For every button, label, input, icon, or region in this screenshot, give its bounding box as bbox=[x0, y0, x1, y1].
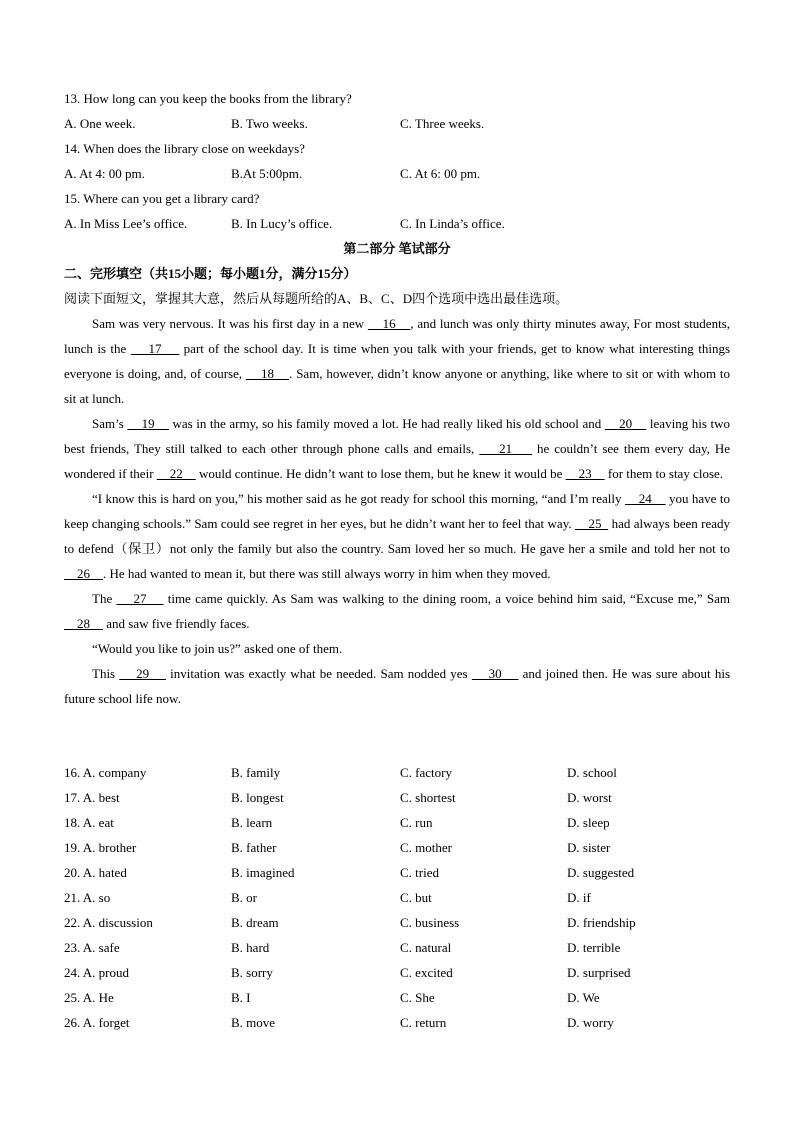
choice-26-c: C. return bbox=[400, 1015, 447, 1030]
q13-option-c: C. Three weeks. bbox=[400, 116, 485, 131]
choice-23-a: 23. A. safe bbox=[64, 940, 120, 955]
passage-paragraph-3: “I know this is hard on you,” his mother said as he got ready for school this morning, “and I’m really 24 you have to keep changing schools.” Sam could see regret in her eyes, but he didn’t want her to feel that way. 25 had always been ready to defend（保卫）not only the family but also the country. Sam loved her so much. He gave her a smile and told her not to 26 . He had wanted to mean it, but there was still always worry in him when they moved. bbox=[64, 491, 731, 581]
blank-27: 27 bbox=[116, 591, 164, 606]
choice-22-a: 22. A. discussion bbox=[64, 915, 153, 930]
choice-25-d: D. We bbox=[567, 990, 600, 1005]
choice-16-b: B. family bbox=[231, 765, 281, 780]
choice-25-c: C. She bbox=[400, 990, 435, 1005]
q14-option-a: A. At 4: 00 pm. bbox=[64, 166, 145, 181]
blank-26: 26 bbox=[64, 566, 103, 581]
part-title: 第二部分 笔试部分 bbox=[343, 241, 451, 256]
choice-24-c: C. excited bbox=[400, 965, 453, 980]
question-14: 14. When does the library close on weekdays? bbox=[64, 141, 305, 156]
choice-16-d: D. school bbox=[567, 765, 617, 780]
choice-17-a: 17. A. best bbox=[64, 790, 120, 805]
choice-17-c: C. shortest bbox=[400, 790, 456, 805]
choice-21-a: 21. A. so bbox=[64, 890, 111, 905]
blank-16: 16 bbox=[367, 316, 411, 331]
q14-option-c: C. At 6: 00 pm. bbox=[400, 166, 481, 181]
choice-23-c: C. natural bbox=[400, 940, 452, 955]
choice-20-a: 20. A. hated bbox=[64, 865, 127, 880]
blank-21: 21 bbox=[479, 441, 533, 456]
choice-21-b: B. or bbox=[231, 890, 257, 905]
choice-22-c: C. business bbox=[400, 915, 460, 930]
choice-23-b: B. hard bbox=[231, 940, 270, 955]
q15-option-a: A. In Miss Lee’s office. bbox=[64, 216, 188, 231]
q13-option-b: B. Two weeks. bbox=[231, 116, 308, 131]
q13-option-a: A. One week. bbox=[64, 116, 136, 131]
choice-21-d: D. if bbox=[567, 890, 591, 905]
passage-paragraph-2: Sam’s 19 was in the army, so his family moved a lot. He had really liked his old school and 20 leaving his two best friends, They still talked to each other through phone calls and emails, 21 he couldn’t see them every day, He wondered if their 22 would continue. He didn’t want to lose them, but he knew it would be 23 for them to stay close. bbox=[64, 416, 730, 481]
passage bbox=[64, 311, 730, 711]
blank-23: 23 bbox=[565, 466, 605, 481]
choice-26-b: B. move bbox=[231, 1015, 276, 1030]
choice-18-d: D. sleep bbox=[567, 815, 610, 830]
choice-25-a: 25. A. He bbox=[64, 990, 114, 1005]
blank-18: 18 bbox=[245, 366, 290, 381]
choice-16-c: C. factory bbox=[400, 765, 452, 780]
blank-30: 30 bbox=[471, 666, 519, 681]
choice-23-d: D. terrible bbox=[567, 940, 621, 955]
blank-17: 17 bbox=[130, 341, 180, 356]
choice-24-b: B. sorry bbox=[231, 965, 273, 980]
choice-19-d: D. sister bbox=[567, 840, 611, 855]
choice-20-c: C. tried bbox=[400, 865, 439, 880]
passage-paragraph-6: This 29 invitation was exactly what be needed. Sam nodded yes 30 and joined then. He was sure about his future school life now. bbox=[64, 666, 731, 706]
blank-22: 22 bbox=[156, 466, 196, 481]
blank-24: 24 bbox=[624, 491, 666, 506]
choice-25-b: B. I bbox=[231, 990, 251, 1005]
blank-29: 29 bbox=[119, 666, 166, 681]
choice-24-a: 24. A. proud bbox=[64, 965, 129, 980]
blank-28: 28 bbox=[64, 616, 103, 631]
section-title: 二、完形填空（共15小题；每小题1分，满分15分） bbox=[64, 266, 357, 281]
blank-19: 19 bbox=[127, 416, 169, 431]
choice-20-b: B. imagined bbox=[231, 865, 295, 880]
choice-18-a: 18. A. eat bbox=[64, 815, 114, 830]
choice-26-a: 26. A. forget bbox=[64, 1015, 130, 1030]
choice-19-c: C. mother bbox=[400, 840, 452, 855]
choice-22-b: B. dream bbox=[231, 915, 279, 930]
choice-20-d: D. suggested bbox=[567, 865, 635, 880]
choice-24-d: D. surprised bbox=[567, 965, 631, 980]
passage-paragraph-4: The 27 time came quickly. As Sam was walking to the dining room, a voice behind him said, “Excuse me,” Sam 28 and saw five friendly faces. bbox=[64, 591, 731, 631]
choice-26-d: D. worry bbox=[567, 1015, 614, 1030]
q15-option-c: C. In Linda’s office. bbox=[400, 216, 505, 231]
question-13: 13. How long can you keep the books from the library? bbox=[64, 91, 352, 106]
q14-option-b: B.At 5:00pm. bbox=[231, 166, 303, 181]
choice-21-c: C. but bbox=[400, 890, 432, 905]
choice-17-b: B. longest bbox=[231, 790, 284, 805]
choice-22-d: D. friendship bbox=[567, 915, 636, 930]
choice-18-c: C. run bbox=[400, 815, 433, 830]
choice-18-b: B. learn bbox=[231, 815, 273, 830]
passage-paragraph-5: “Would you like to join us?” asked one of them. bbox=[92, 641, 343, 656]
blank-20: 20 bbox=[604, 416, 647, 431]
choice-19-b: B. father bbox=[231, 840, 277, 855]
choice-17-d: D. worst bbox=[567, 790, 612, 805]
question-15: 15. Where can you get a library card? bbox=[64, 191, 260, 206]
blank-25: 25 bbox=[574, 516, 609, 531]
choice-16-a: 16. A. company bbox=[64, 765, 147, 780]
passage-paragraph-1: Sam was very nervous. It was his first day in a new 16 , and lunch was only thirty minutes away, For most students, lunch is the 17 part of the school day. It is time when you talk with your friends, get to know what interesting things everyone is doing, and, of course, 18 . Sam, however, didn’t know anyone or anything, like where to sit or with whom to sit at lunch. bbox=[64, 316, 730, 406]
choice-19-a: 19. A. brother bbox=[64, 840, 137, 855]
instruction: 阅读下面短文，掌握其大意，然后从每题所给的A、B、C、D四个选项中选出最佳选项。 bbox=[64, 291, 569, 306]
q15-option-b: B. In Lucy’s office. bbox=[231, 216, 333, 231]
